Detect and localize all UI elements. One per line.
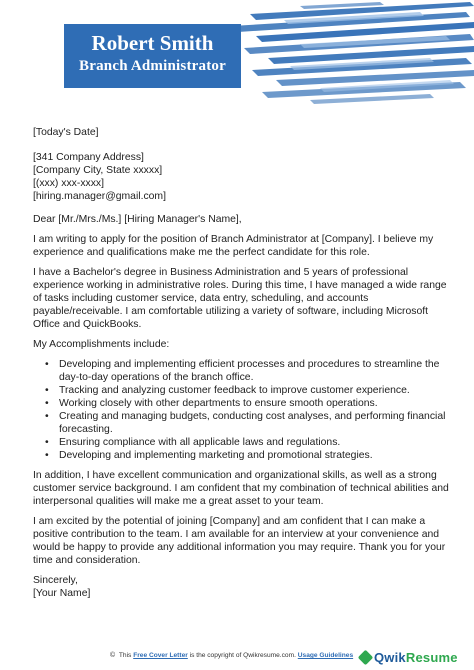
qwikresume-logo[interactable] [360, 648, 458, 666]
list-item: • Tracking and analyzing customer feedback to improve customer experience. [33, 384, 453, 397]
list-item: • Working closely with other departments to ensure smooth operations. [33, 397, 453, 410]
paragraph: My Accomplishments include: [33, 339, 170, 350]
free-cover-letter-link[interactable]: Free Cover Letter [133, 652, 188, 659]
list-item: • Developing and implementing marketing and promotional strategies. [33, 449, 453, 462]
paragraph: I have a Bachelor's degree in Business Administration and 5 years of professional experience working in administrative roles. During this time, I have managed a wide range of tasks including customer service, data entry, scheduling, and accounts payable/receivable. I am comfortable utilizing a variety of software, including Microsoft Office and QuickBooks. [33, 267, 447, 330]
applicant-name: Robert Smith [91, 31, 214, 55]
address-line: [(xxx) xxx-xxxx] [33, 178, 104, 189]
list-item: • Creating and managing budgets, conducting cost analyses, and performing financial forecasting. [33, 410, 453, 436]
logo-text [374, 650, 458, 665]
footer-text: This [118, 652, 132, 659]
paragraph: I am writing to apply for the position of Branch Administrator at [Company]. I believe my experience and qualifications make me the perfect candidate for this role. [33, 234, 434, 258]
logo-text-part: Resume [405, 649, 458, 665]
usage-guidelines-link[interactable]: Usage Guidelines [297, 652, 354, 659]
logo-mark-icon [358, 649, 374, 665]
paragraph: I am excited by the potential of joining [Company] and am confident that I can make a positive contribution to the team. I am available for an interview at your convenience and would be happy to provide any additional information you may require. Thank you for your time and consideration. [33, 516, 446, 566]
list-item: • Ensuring compliance with all applicable laws and regulations. [33, 436, 453, 449]
address-line: [Company City, State xxxxx] [33, 165, 163, 176]
closing: Sincerely, [33, 575, 78, 586]
address-line: [hiring.manager@gmail.com] [33, 191, 166, 202]
accomplishments-list [33, 358, 453, 462]
salutation: Dear [Mr./Mrs./Ms.] [Hiring Manager's Name], [33, 214, 242, 225]
copyright-icon: © [110, 652, 116, 659]
applicant-title: Branch Administrator [79, 58, 226, 74]
name-banner [64, 24, 241, 88]
recipient-address [33, 151, 453, 203]
letter-date: [Today's Date] [33, 127, 99, 138]
paragraph: In addition, I have excellent communication and organizational skills, as well as a strong customer service background. I am confident that my combination of technical abilities and interpersonal qualities will make me a great asset to your team. [33, 470, 449, 507]
signature-name: [Your Name] [33, 588, 91, 599]
copyright-notice [110, 652, 353, 659]
footer [0, 648, 474, 666]
footer-text: is the copyright of Qwikresume.com. [189, 652, 296, 659]
resume-header [0, 0, 474, 108]
list-item: • Developing and implementing efficient processes and procedures to streamline the day-to-day operations of the branch office. [33, 358, 453, 384]
signature-block [33, 574, 453, 600]
address-line: [341 Company Address] [33, 152, 144, 163]
logo-text-part: Qwik [374, 649, 406, 665]
cover-letter-body [33, 126, 453, 600]
